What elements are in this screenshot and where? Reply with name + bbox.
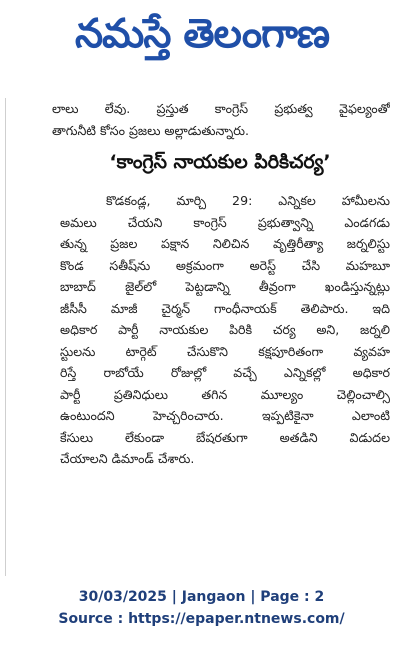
article-line: అమలు చేయని కాంగ్రెస్ ప్రభుత్వాన్ని ఎండగడు	[60, 214, 390, 230]
article-line: బాబాద్ జైల్‌లో పెట్టడాన్ని తీవ్రంగా ఖండిస్తున్నట్లు	[60, 279, 390, 294]
article-line: రిస్తే రాబోయే రోజుల్లో వచ్చే ఎన్నికల్లో అధికార	[60, 365, 390, 380]
article-line: చేయాలని డిమాండ్ చేశారు.	[60, 451, 195, 466]
article-lead	[14, 98, 390, 141]
article-body	[14, 190, 390, 470]
edition-info: 30/03/2025 | Jangaon | Page : 2	[78, 589, 325, 605]
article-line: కేసులు లేకుండా బేషరతుగా అతడిని విడుదల	[60, 429, 390, 445]
article-line: తున్న ప్రజల పక్షాన నిలిచిన వృత్తిరీత్యా జర్నలిస్టు	[60, 236, 390, 251]
article-line: లాలు లేవు. ప్రస్తుత కాంగ్రెస్ ప్రభుత్వ వైఫల్యంతో	[52, 101, 390, 116]
article-line: స్టులను టార్గెట్ చేసుకొని కక్షపూరితంగా వ్యవహ	[60, 343, 390, 359]
article-headline: ‘కాంగ్రెస్ నాయకుల పిరికిచర్య’	[109, 151, 331, 173]
article-line: ఉంటుందని హెచ్చరించారు. ఇప్పటికైనా ఎలాంటి	[60, 408, 390, 423]
article-line: కొండ సతీష్‌ను అక్రమంగా అరెస్ట్ చేసి మహబూ	[60, 257, 390, 273]
source-link[interactable]: Source : https://epaper.ntnews.com/	[58, 611, 345, 627]
article-line: పార్టీ ప్రతినిధులు తగిన మూల్యం చెల్లించాల్సి	[60, 386, 390, 402]
article-line: అధికార పార్టీ నాయకుల పిరికి చర్య అని, జర్నలి	[60, 322, 390, 337]
article-line: తాగునీటి కోసం ప్రజలు అల్లాడుతున్నారు.	[52, 122, 250, 138]
article-line: జీసీసీ మాజీ చైర్మన్ గాంధీనాయక్ తెలిపారు. ఇది	[60, 300, 390, 316]
article-line: కొడకండ్ల, మార్చి 29: ఎన్నికల హామీలను	[106, 193, 390, 208]
news-clipping	[14, 98, 390, 576]
newspaper-masthead: నమస్తే తెలంగాణ	[74, 11, 330, 57]
